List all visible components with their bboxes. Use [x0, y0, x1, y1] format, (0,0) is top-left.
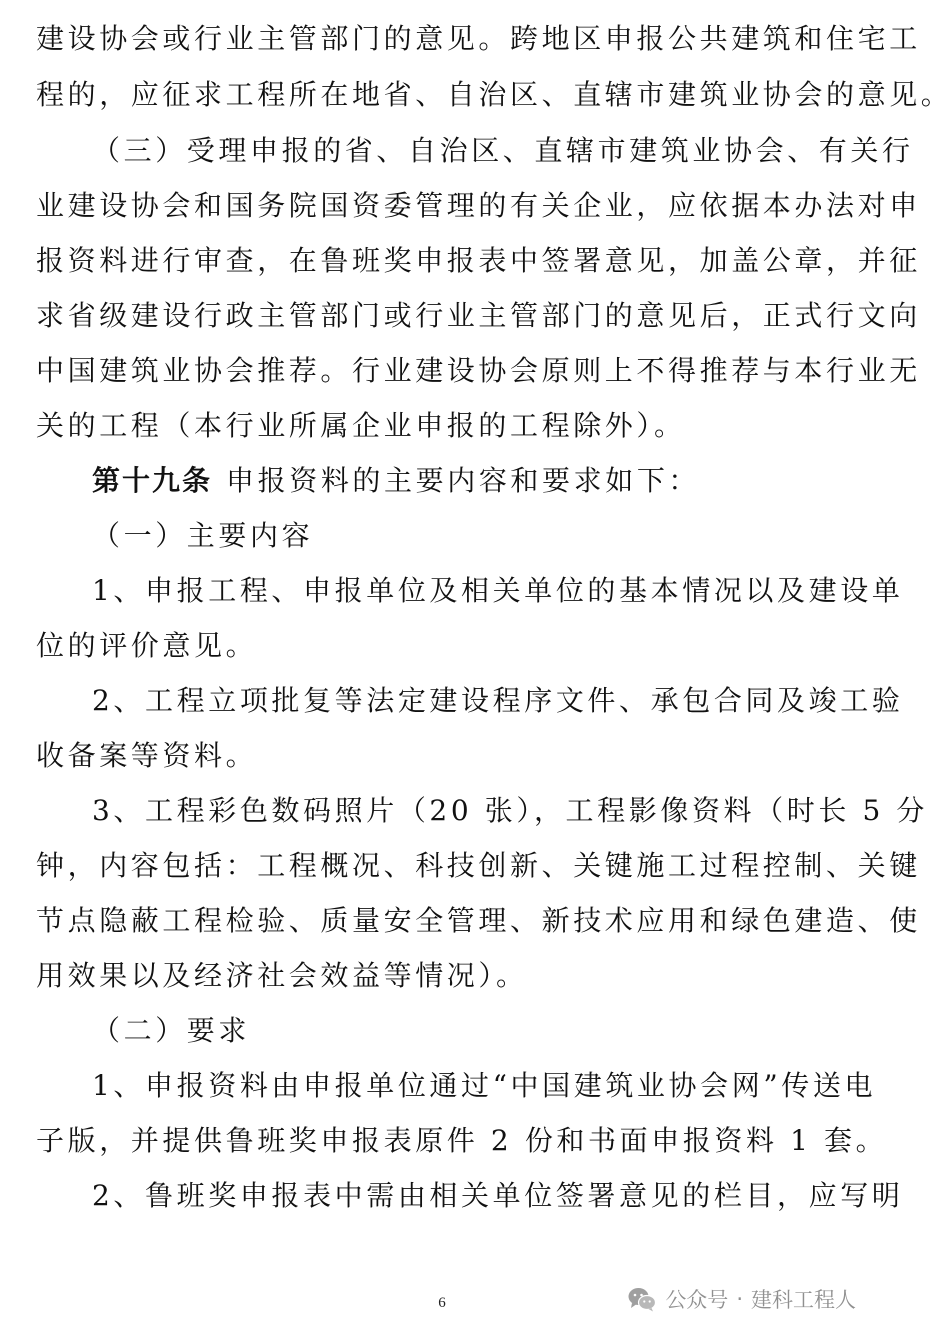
paragraph-line: 报资料进行审查，在鲁班奖申报表中签署意见，加盖公章，并征	[36, 244, 921, 277]
paragraph-line: 子版，并提供鲁班奖申报表原件 2 份和书面申报资料 1 套。	[36, 1124, 888, 1157]
watermark	[627, 1283, 856, 1315]
paragraph-line: 求省级建设行政主管部门或行业主管部门的意见后，正式行文向	[36, 299, 921, 332]
wechat-icon	[627, 1286, 657, 1312]
article-heading: 第十九条	[92, 464, 213, 497]
paragraph-line: 1、申报资料由申报单位通过“中国建筑业协会网”传送电	[92, 1069, 877, 1102]
watermark-account-label: 公众号	[665, 1288, 729, 1312]
paragraph-line: 1、申报工程、申报单位及相关单位的基本情况以及建设单	[92, 574, 904, 607]
article-19	[92, 461, 848, 501]
section-title: （二）要求	[92, 1014, 251, 1047]
paragraph-line: （三）受理申报的省、自治区、直辖市建筑业协会、有关行	[92, 134, 914, 167]
page-number: 6	[438, 1295, 446, 1311]
paragraph-line: 2、工程立项批复等法定建设程序文件、承包合同及竣工验	[92, 684, 904, 717]
paragraph-line: 3、工程彩色数码照片（20 张），工程影像资料（时长 5 分	[92, 794, 928, 827]
paragraph-line: 关的工程（本行业所属企业申报的工程除外）。	[36, 409, 686, 442]
paragraph-line: 收备案等资料。	[36, 739, 258, 772]
paragraph-line: 用效果以及经济社会效益等情况）。	[36, 959, 528, 992]
paragraph-line: 程的，应征求工程所在地省、自治区、直辖市建筑业协会的意见。	[36, 78, 952, 111]
article-text: 申报资料的主要内容和要求如下：	[226, 464, 701, 497]
watermark-separator: ·	[736, 1287, 743, 1311]
paragraph-line: 建设协会或行业主管部门的意见。跨地区申报公共建筑和住宅工	[36, 22, 921, 55]
section-title: （一）主要内容	[92, 519, 314, 552]
watermark-account-name: 建科工程人	[751, 1288, 856, 1312]
paragraph-line: 位的评价意见。	[36, 629, 258, 662]
paragraph-line: 业建设协会和国务院国资委管理的有关企业，应依据本办法对申	[36, 189, 921, 222]
paragraph-line: 钟，内容包括：工程概况、科技创新、关键施工过程控制、关键	[36, 849, 921, 882]
paragraph-line: 中国建筑业协会推荐。行业建设协会原则上不得推荐与本行业无	[36, 354, 921, 387]
paragraph-line: 2、鲁班奖申报表中需由相关单位签署意见的栏目，应写明	[92, 1179, 904, 1212]
paragraph-line: 节点隐蔽工程检验、质量安全管理、新技术应用和绿色建造、使	[36, 904, 921, 937]
